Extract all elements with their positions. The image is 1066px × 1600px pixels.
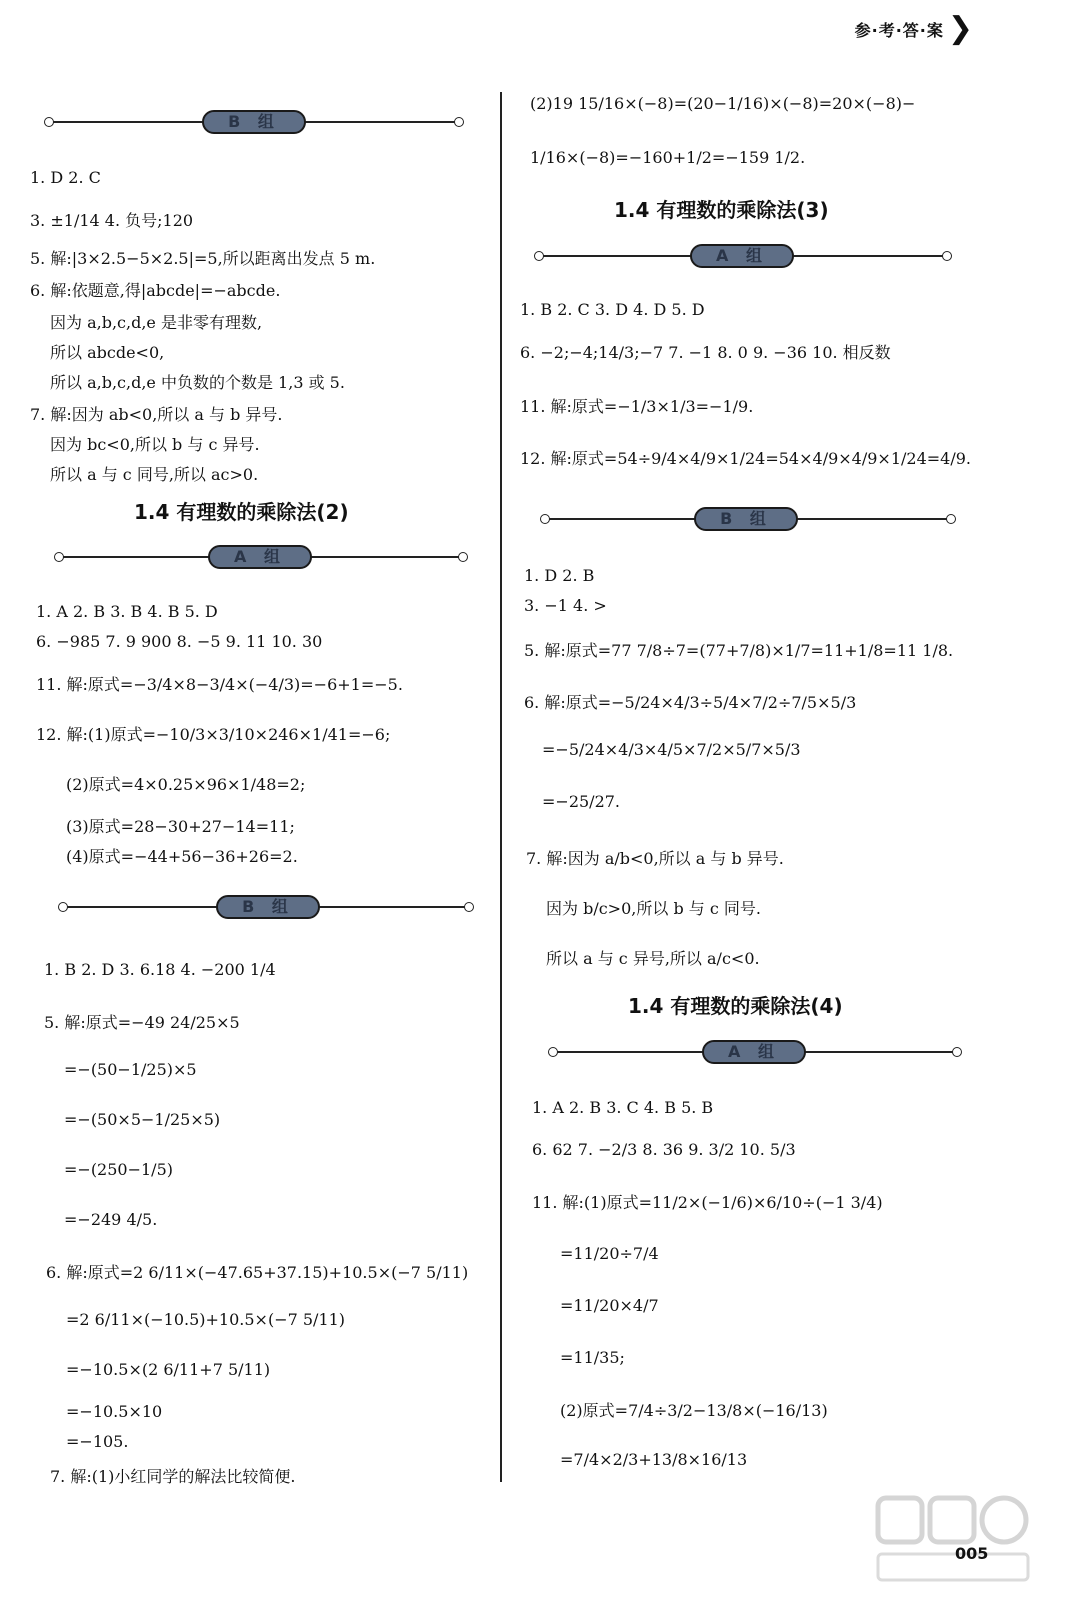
header-title: 参·考·答·案 (854, 20, 944, 40)
answer-line: 6. 解:依题意,得|abcde|=−abcde. (30, 281, 281, 300)
answer-line: 11. 解:原式=−3/4×8−3/4×(−4/3)=−6+1=−5. (36, 675, 403, 694)
page-number: 005 (955, 1544, 989, 1563)
answer-line: 5. 解:原式=77 7/8÷7=(77+7/8)×1/7=11+1/8=11 1/8. (524, 641, 954, 660)
group-band (56, 545, 466, 569)
watermark-logo-icon (872, 1488, 1032, 1588)
answer-line: 7. 解:因为 a/b<0,所以 a 与 b 异号. (526, 849, 784, 868)
answer-line: =−5/24×4/3×4/5×7/2×5/7×5/3 (542, 740, 801, 759)
answer-line: 所以 abcde<0, (50, 343, 165, 362)
answer-line: 6. 解:原式=−5/24×4/3÷5/4×7/2÷7/5×5/3 (524, 693, 857, 712)
section-title: 1.4 有理数的乘除法(4) (628, 994, 843, 1018)
group-label: B 组 (216, 895, 320, 919)
answer-line: 所以 a 与 c 异号,所以 a/c<0. (546, 949, 760, 968)
chevron-right-icon: ❯ (947, 11, 974, 46)
section-title: 1.4 有理数的乘除法(2) (134, 500, 349, 524)
answer-line: 所以 a 与 c 同号,所以 ac>0. (50, 465, 259, 484)
answer-line: 1/16×(−8)=−160+1/2=−159 1/2. (530, 148, 806, 167)
answer-line: =11/20÷7/4 (560, 1244, 659, 1263)
group-band (550, 1040, 960, 1064)
answer-line: 3. −1 4. > (524, 596, 607, 615)
answer-line: =−105. (66, 1432, 129, 1451)
answer-line: =−10.5×(2 6/11+7 5/11) (66, 1360, 271, 1379)
answer-line: 1. B 2. C 3. D 4. D 5. D (520, 300, 705, 319)
group-label: A 组 (208, 545, 312, 569)
group-label: B 组 (202, 110, 306, 134)
answer-line: 因为 bc<0,所以 b 与 c 异号. (50, 435, 260, 454)
group-band (60, 895, 472, 919)
answer-line: =7/4×2/3+13/8×16/13 (560, 1450, 748, 1469)
answer-line: 1. A 2. B 3. B 4. B 5. D (36, 602, 218, 621)
answer-line: 3. ±1/14 4. 负号;120 (30, 211, 194, 230)
column-divider (500, 92, 502, 1482)
answer-line: 1. D 2. B (524, 566, 595, 585)
page-header (854, 11, 974, 46)
answer-line: =−10.5×10 (66, 1402, 163, 1421)
answer-line: 6. −985 7. 9 900 8. −5 9. 11 10. 30 (36, 632, 323, 651)
answer-line: =−(250−1/5) (64, 1160, 173, 1179)
answer-line: 12. 解:(1)原式=−10/3×3/10×246×1/41=−6; (36, 725, 391, 744)
answer-line: =−(50×5−1/25×5) (64, 1110, 221, 1129)
group-band (46, 110, 462, 134)
answer-line: 因为 b/c>0,所以 b 与 c 同号. (546, 899, 761, 918)
answer-line: 1. D 2. C (30, 168, 101, 187)
answer-line: 7. 解:(1)小红同学的解法比较简便. (50, 1467, 296, 1486)
answer-line: (2)原式=4×0.25×96×1/48=2; (66, 775, 306, 794)
answer-line: 11. 解:(1)原式=11/2×(−1/6)×6/10÷(−1 3/4) (532, 1193, 883, 1212)
answer-line: (2)原式=7/4÷3/2−13/8×(−16/13) (560, 1401, 828, 1420)
answer-line: =−(50−1/25)×5 (64, 1060, 197, 1079)
answer-line: 5. 解:原式=−49 24/25×5 (44, 1013, 240, 1032)
group-band (542, 507, 954, 531)
group-label: B 组 (694, 507, 798, 531)
answer-line: 11. 解:原式=−1/3×1/3=−1/9. (520, 397, 754, 416)
answer-line: 12. 解:原式=54÷9/4×4/9×1/24=54×4/9×4/9×1/24=4/9. (520, 449, 971, 468)
group-label: A 组 (702, 1040, 806, 1064)
answer-line: 6. 62 7. −2/3 8. 36 9. 3/2 10. 5/3 (532, 1140, 796, 1159)
answer-line: 所以 a,b,c,d,e 中负数的个数是 1,3 或 5. (50, 373, 345, 392)
answer-line: =11/35; (560, 1348, 625, 1367)
answer-line: =−25/27. (542, 792, 621, 811)
answer-line: (4)原式=−44+56−36+26=2. (66, 847, 298, 866)
answer-line: 5. 解:|3×2.5−5×2.5|=5,所以距离出发点 5 m. (30, 249, 376, 268)
answer-line: 7. 解:因为 ab<0,所以 a 与 b 异号. (30, 405, 283, 424)
answer-line: 因为 a,b,c,d,e 是非零有理数, (50, 313, 263, 332)
answer-line: 6. 解:原式=2 6/11×(−47.65+37.15)+10.5×(−7 5/11) (46, 1263, 469, 1282)
answer-line: 1. B 2. D 3. 6.18 4. −200 1/4 (44, 960, 276, 979)
answer-line: =2 6/11×(−10.5)+10.5×(−7 5/11) (66, 1310, 346, 1329)
group-band (536, 244, 950, 268)
answer-line: (2)19 15/16×(−8)=(20−1/16)×(−8)=20×(−8)− (530, 94, 916, 113)
group-label: A 组 (690, 244, 794, 268)
answer-line: =11/20×4/7 (560, 1296, 659, 1315)
section-title: 1.4 有理数的乘除法(3) (614, 198, 829, 222)
answer-line: (3)原式=28−30+27−14=11; (66, 817, 295, 836)
answer-line: 1. A 2. B 3. C 4. B 5. B (532, 1098, 714, 1117)
answer-line: 6. −2;−4;14/3;−7 7. −1 8. 0 9. −36 10. 相反数 (520, 343, 891, 362)
answer-line: =−249 4/5. (64, 1210, 158, 1229)
